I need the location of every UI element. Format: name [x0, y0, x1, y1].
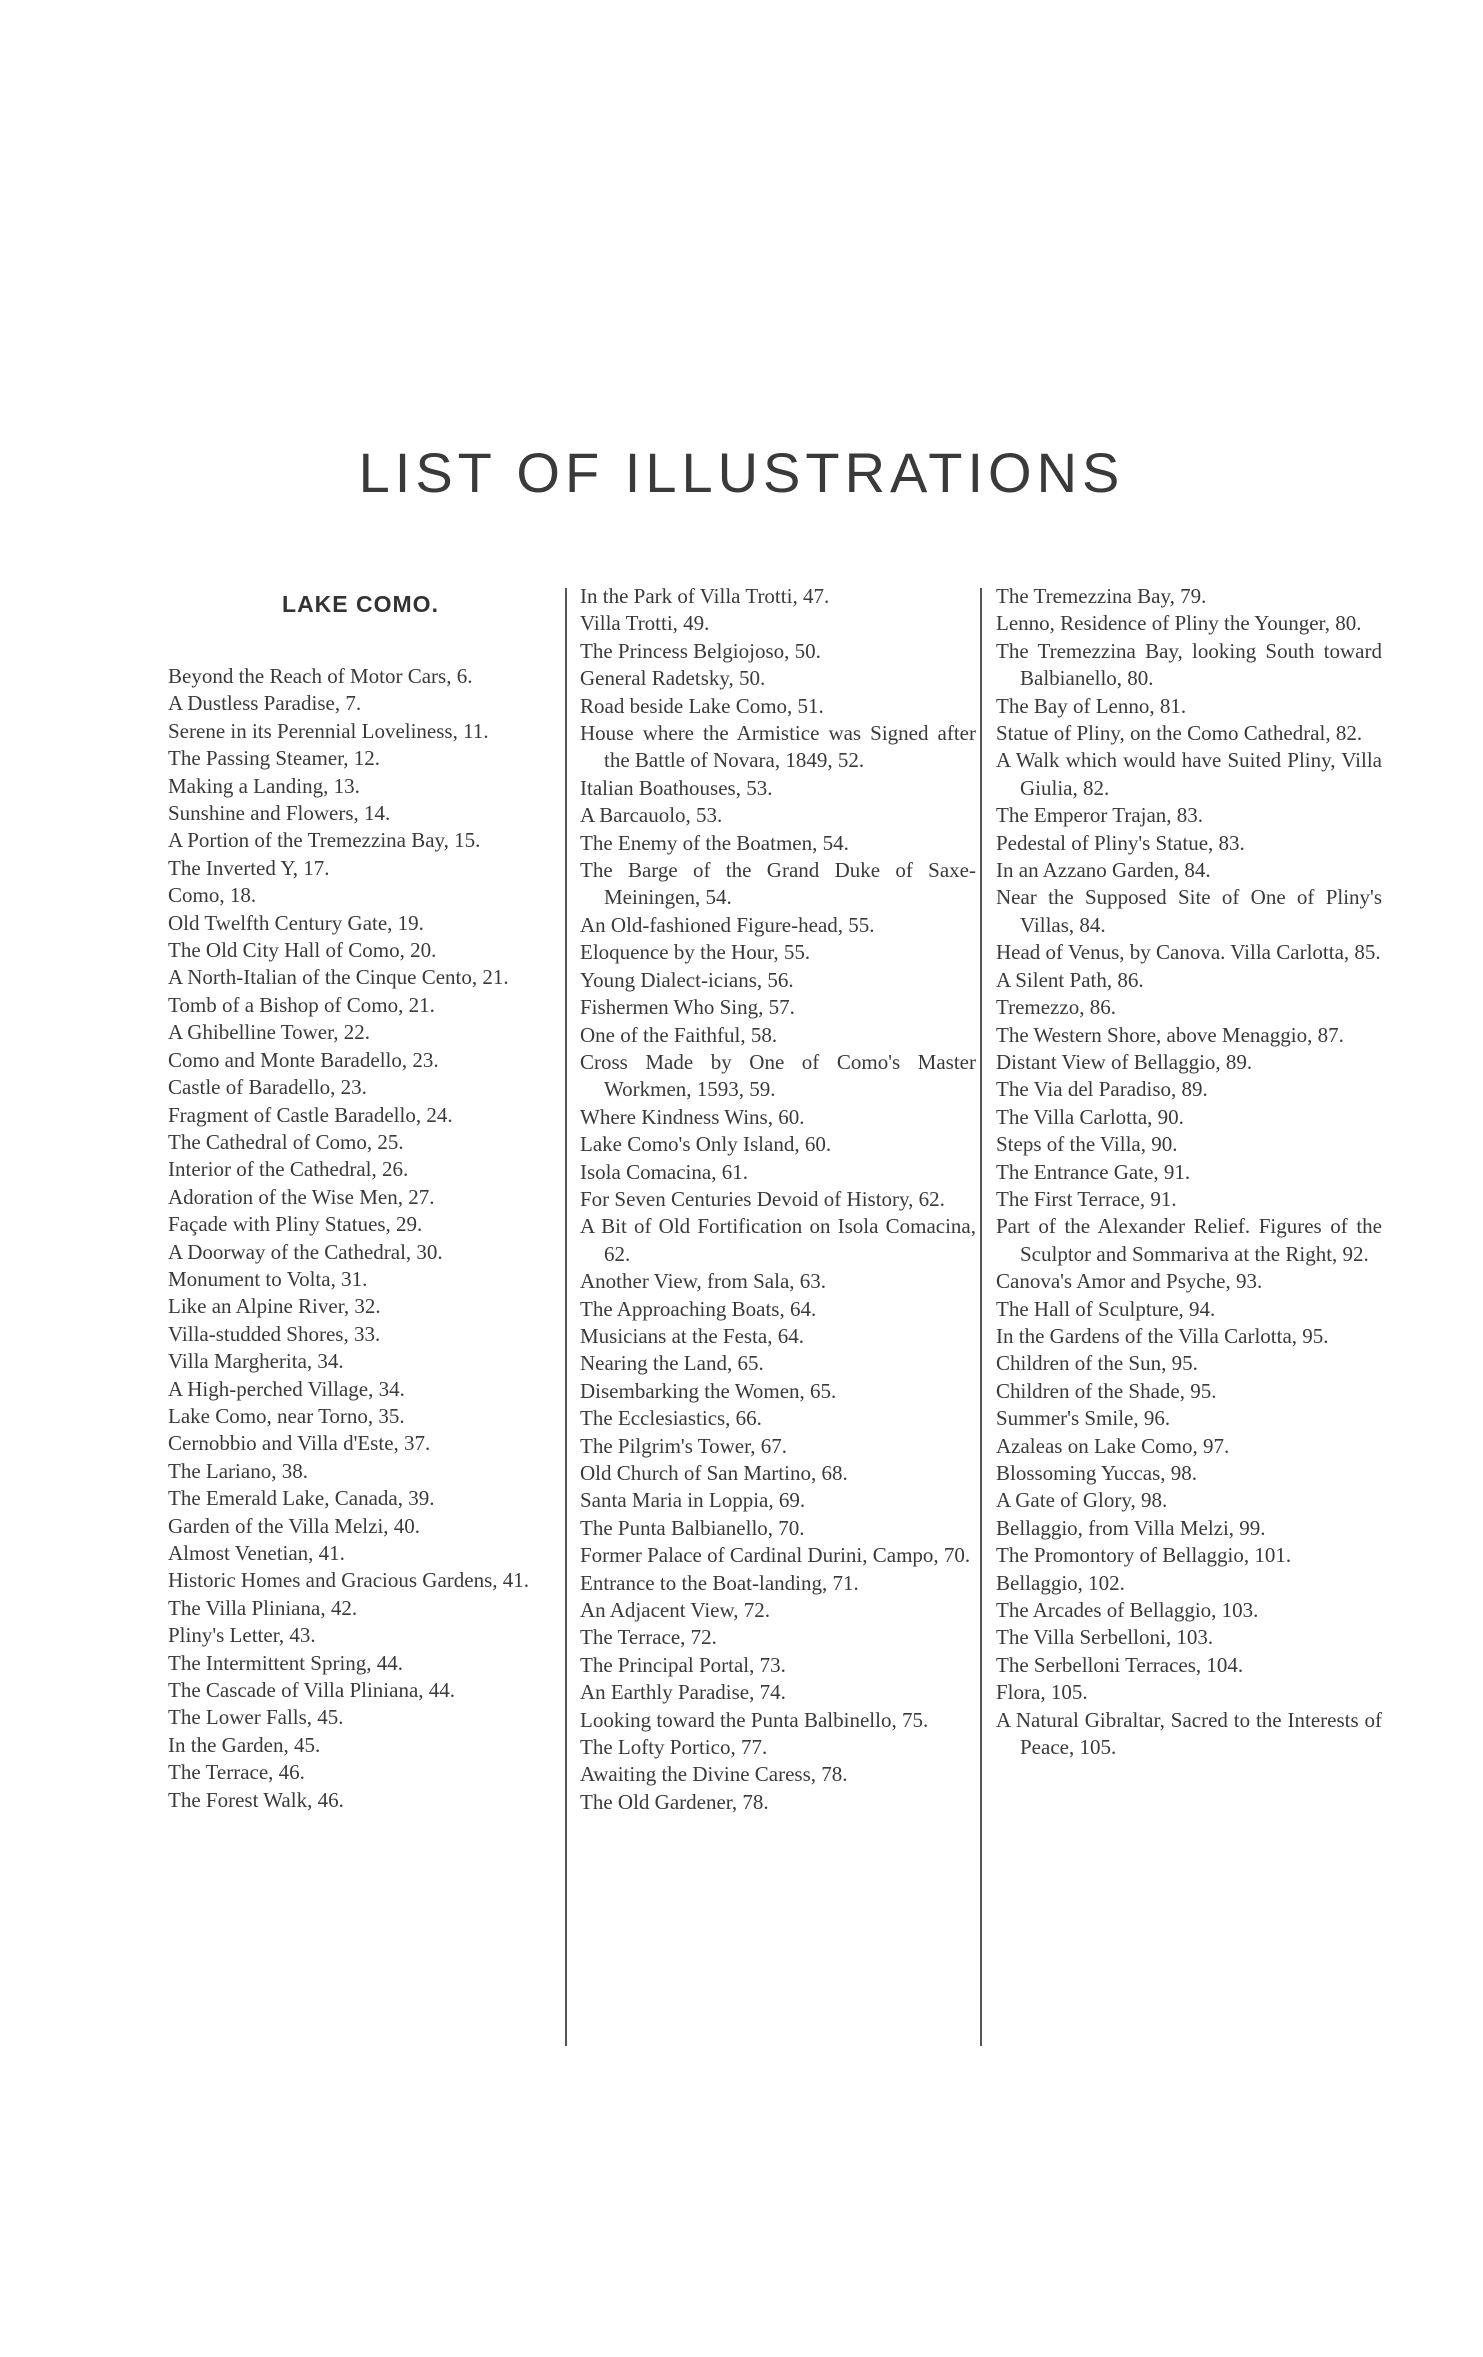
- illustration-entry: The Principal Portal, 73.: [580, 1652, 786, 1677]
- illustration-entry: Como and Monte Baradello, 23.: [168, 1047, 439, 1072]
- illustration-entry: The First Terrace, 91.: [996, 1186, 1177, 1211]
- illustration-entry: The Emerald Lake, Canada, 39.: [168, 1486, 435, 1511]
- illustration-entry: Children of the Sun, 95.: [996, 1351, 1198, 1376]
- illustration-entry: Part of the Alexander Relief. Figures of the Sculptor and Sommariva at the Right, 92.: [996, 1214, 1382, 1266]
- illustration-entry: The Punta Balbianello, 70.: [580, 1515, 805, 1540]
- illustration-entry: Villa Margherita, 34.: [168, 1349, 344, 1374]
- illustration-entry: General Radetsky, 50.: [580, 666, 766, 691]
- illustration-entry: Nearing the Land, 65.: [580, 1351, 764, 1376]
- illustration-entry: The Tremezzina Bay, looking South toward Balbianello, 80.: [996, 638, 1382, 691]
- illustration-entry: The Pilgrim's Tower, 67.: [580, 1433, 787, 1458]
- illustration-entry: A Portion of the Tremezzina Bay, 15.: [168, 828, 481, 853]
- illustration-entry: Lenno, Residence of Pliny the Younger, 80.: [996, 611, 1362, 636]
- illustration-entry: Canova's Amor and Psyche, 93.: [996, 1269, 1263, 1294]
- illustration-entry: Pliny's Letter, 43.: [168, 1623, 316, 1648]
- illustration-entry: The Princess Belgiojoso, 50.: [580, 638, 821, 663]
- illustration-entry: Old Twelfth Century Gate, 19.: [168, 910, 424, 935]
- illustration-entry: Villa Trotti, 49.: [580, 611, 710, 636]
- illustration-entry: Interior of the Cathedral, 26.: [168, 1157, 409, 1182]
- illustration-entry: Sunshine and Flowers, 14.: [168, 801, 391, 826]
- illustration-entry: Almost Venetian, 41.: [168, 1541, 345, 1565]
- illustration-entry: Entrance to the Boat-landing, 71.: [580, 1570, 859, 1595]
- illustration-list: [580, 583, 976, 1816]
- illustration-entry: Another View, from Sala, 63.: [580, 1269, 827, 1294]
- illustration-entry: In the Garden, 45.: [168, 1732, 321, 1757]
- illustration-entry: An Adjacent View, 72.: [580, 1598, 771, 1623]
- illustration-entry: The Bay of Lenno, 81.: [996, 693, 1187, 718]
- illustration-entry: Fragment of Castle Baradello, 24.: [168, 1102, 453, 1127]
- column-2: [580, 583, 976, 1816]
- illustration-entry: A Barcauolo, 53.: [580, 803, 723, 828]
- illustration-entry: Awaiting the Divine Caress, 78.: [580, 1762, 848, 1787]
- section-heading: LAKE COMO.: [282, 591, 439, 617]
- illustration-entry: The Barge of the Grand Duke of Saxe-Meiningen, 54.: [580, 858, 976, 910]
- illustration-entry: A Ghibelline Tower, 22.: [168, 1020, 371, 1045]
- illustration-entry: A Gate of Glory, 98.: [996, 1488, 1168, 1513]
- illustration-entry: The Western Shore, above Menaggio, 87.: [996, 1022, 1344, 1047]
- illustration-entry: Monument to Volta, 31.: [168, 1266, 368, 1291]
- illustration-entry: The Old City Hall of Como, 20.: [168, 938, 437, 963]
- illustration-entry: Fishermen Who Sing, 57.: [580, 995, 795, 1020]
- illustration-entry: The Cascade of Villa Pliniana, 44.: [168, 1678, 456, 1703]
- illustration-entry: Pedestal of Pliny's Statue, 83.: [996, 830, 1245, 855]
- illustration-entry: The Inverted Y, 17.: [168, 855, 330, 880]
- illustration-entry: A Dustless Paradise, 7.: [168, 691, 362, 716]
- illustration-entry: Blossoming Yuccas, 98.: [996, 1461, 1198, 1485]
- illustration-entry: Cernobbio and Villa d'Este, 37.: [168, 1431, 431, 1456]
- illustration-entry: Steps of the Villa, 90.: [996, 1132, 1178, 1157]
- illustration-entry: The Tremezzina Bay, 79.: [996, 584, 1207, 608]
- illustration-entry: Summer's Smile, 96.: [996, 1406, 1171, 1431]
- illustration-entry: Eloquence by the Hour, 55.: [580, 940, 811, 965]
- illustration-entry: A Bit of Old Fortification on Isola Comacina, 62.: [580, 1214, 976, 1266]
- illustration-entry: The Approaching Boats, 64.: [580, 1296, 817, 1321]
- illustration-entry: Castle of Baradello, 23.: [168, 1075, 367, 1100]
- illustration-entry: Where Kindness Wins, 60.: [580, 1104, 805, 1129]
- illustration-entry: The Lofty Portico, 77.: [580, 1735, 768, 1760]
- illustration-entry: Looking toward the Punta Balbinello, 75.: [580, 1707, 929, 1732]
- illustration-entry: A North-Italian of the Cinque Cento, 21.: [168, 965, 509, 990]
- illustration-entry: The Via del Paradiso, 89.: [996, 1077, 1208, 1102]
- illustration-entry: The Entrance Gate, 91.: [996, 1159, 1191, 1184]
- illustration-entry: Serene in its Perennial Loveliness, 11.: [168, 718, 489, 743]
- illustration-entry: Garden of the Villa Melzi, 40.: [168, 1513, 421, 1538]
- illustration-entry: The Terrace, 46.: [168, 1760, 305, 1785]
- illustration-entry: The Villa Carlotta, 90.: [996, 1104, 1184, 1129]
- column-1: [168, 583, 553, 1814]
- illustration-entry: Santa Maria in Loppia, 69.: [580, 1488, 806, 1513]
- illustration-entry: Near the Supposed Site of One of Pliny's Villas, 84.: [996, 885, 1382, 937]
- illustration-entry: In the Park of Villa Trotti, 47.: [580, 584, 830, 608]
- illustration-entry: An Old-fashioned Figure-head, 55.: [580, 912, 875, 937]
- illustration-entry: Old Church of San Martino, 68.: [580, 1461, 848, 1485]
- illustration-entry: Statue of Pliny, on the Como Cathedral, 82.: [996, 721, 1363, 746]
- illustration-entry: The Cathedral of Como, 25.: [168, 1129, 404, 1154]
- illustration-entry: Young Dialect-icians, 56.: [580, 967, 794, 992]
- illustration-entry: Lake Como's Only Island, 60.: [580, 1132, 832, 1157]
- illustration-entry: Bellaggio, 102.: [996, 1570, 1125, 1595]
- illustration-entry: The Serbelloni Terraces, 104.: [996, 1652, 1244, 1677]
- illustration-entry: Children of the Shade, 95.: [996, 1378, 1217, 1403]
- illustration-entry: Historic Homes and Gracious Gardens, 41.: [168, 1568, 529, 1593]
- illustration-entry: Beyond the Reach of Motor Cars, 6.: [168, 664, 473, 688]
- illustration-entry: In the Gardens of the Villa Carlotta, 95.: [996, 1323, 1329, 1348]
- illustration-entry: Tremezzo, 86.: [996, 995, 1116, 1020]
- illustration-entry: Azaleas on Lake Como, 97.: [996, 1433, 1230, 1458]
- illustration-entry: The Enemy of the Boatmen, 54.: [580, 830, 849, 855]
- illustration-entry: House where the Armistice was Signed after the Battle of Novara, 1849, 52.: [580, 721, 976, 773]
- illustration-entry: The Intermittent Spring, 44.: [168, 1650, 404, 1675]
- column-3: [996, 583, 1382, 1761]
- column-divider-2: [980, 588, 982, 2046]
- illustration-entry: Lake Como, near Torno, 35.: [168, 1403, 405, 1428]
- illustration-entry: The Forest Walk, 46.: [168, 1787, 344, 1812]
- illustration-entry: Como, 18.: [168, 883, 257, 908]
- page-title: LIST OF ILLUSTRATIONS: [358, 441, 1125, 504]
- illustration-entry: Façade with Pliny Statues, 29.: [168, 1212, 423, 1237]
- illustration-entry: The Old Gardener, 78.: [580, 1789, 769, 1814]
- illustration-entry: Italian Boathouses, 53.: [580, 775, 773, 800]
- illustration-entry: Distant View of Bellaggio, 89.: [996, 1049, 1253, 1074]
- illustration-entry: The Villa Pliniana, 42.: [168, 1595, 358, 1620]
- illustration-entry: Villa-studded Shores, 33.: [168, 1321, 381, 1346]
- illustration-entry: The Passing Steamer, 12.: [168, 746, 381, 771]
- illustration-entry: The Promontory of Bellaggio, 101.: [996, 1543, 1292, 1568]
- illustration-entry: An Earthly Paradise, 74.: [580, 1680, 786, 1705]
- illustration-entry: The Hall of Sculpture, 94.: [996, 1296, 1216, 1321]
- illustration-entry: Head of Venus, by Canova. Villa Carlotta, 85.: [996, 940, 1381, 965]
- illustration-entry: The Emperor Trajan, 83.: [996, 803, 1204, 828]
- column-divider-1: [565, 588, 567, 2046]
- illustration-list: [996, 583, 1382, 1761]
- illustration-entry: Flora, 105.: [996, 1680, 1088, 1705]
- illustration-entry: The Lower Falls, 45.: [168, 1705, 344, 1730]
- illustration-entry: In an Azzano Garden, 84.: [996, 858, 1211, 883]
- illustration-list: [168, 663, 553, 1814]
- illustration-entry: A Natural Gibraltar, Sacred to the Interests of Peace, 105.: [996, 1707, 1382, 1760]
- illustration-entry: Tomb of a Bishop of Como, 21.: [168, 992, 435, 1017]
- illustration-entry: Adoration of the Wise Men, 27.: [168, 1184, 435, 1209]
- illustration-entry: For Seven Centuries Devoid of History, 62.: [580, 1186, 945, 1211]
- illustration-entry: A Silent Path, 86.: [996, 967, 1144, 992]
- illustration-entry: A Doorway of the Cathedral, 30.: [168, 1239, 443, 1264]
- illustration-entry: The Arcades of Bellaggio, 103.: [996, 1598, 1259, 1623]
- illustration-entry: Isola Comacina, 61.: [580, 1159, 748, 1184]
- illustration-entry: Like an Alpine River, 32.: [168, 1294, 381, 1319]
- illustration-entry: A High-perched Village, 34.: [168, 1376, 405, 1401]
- illustration-entry: The Terrace, 72.: [580, 1625, 717, 1650]
- illustration-entry: Former Palace of Cardinal Durini, Campo, 70.: [580, 1543, 971, 1568]
- illustration-entry: The Villa Serbelloni, 103.: [996, 1625, 1214, 1650]
- illustration-entry: Making a Landing, 13.: [168, 773, 360, 798]
- illustration-entry: Bellaggio, from Villa Melzi, 99.: [996, 1515, 1266, 1540]
- illustration-entry: Cross Made by One of Como's Master Workmen, 1593, 59.: [580, 1049, 976, 1102]
- illustration-entry: Musicians at the Festa, 64.: [580, 1323, 804, 1348]
- illustration-entry: The Ecclesiastics, 66.: [580, 1406, 762, 1431]
- illustration-entry: Disembarking the Women, 65.: [580, 1378, 837, 1403]
- illustration-entry: A Walk which would have Suited Pliny, Villa Giulia, 82.: [996, 748, 1382, 800]
- illustration-entry: The Lariano, 38.: [168, 1458, 308, 1483]
- illustration-entry: Road beside Lake Como, 51.: [580, 693, 824, 718]
- illustration-entry: One of the Faithful, 58.: [580, 1022, 778, 1047]
